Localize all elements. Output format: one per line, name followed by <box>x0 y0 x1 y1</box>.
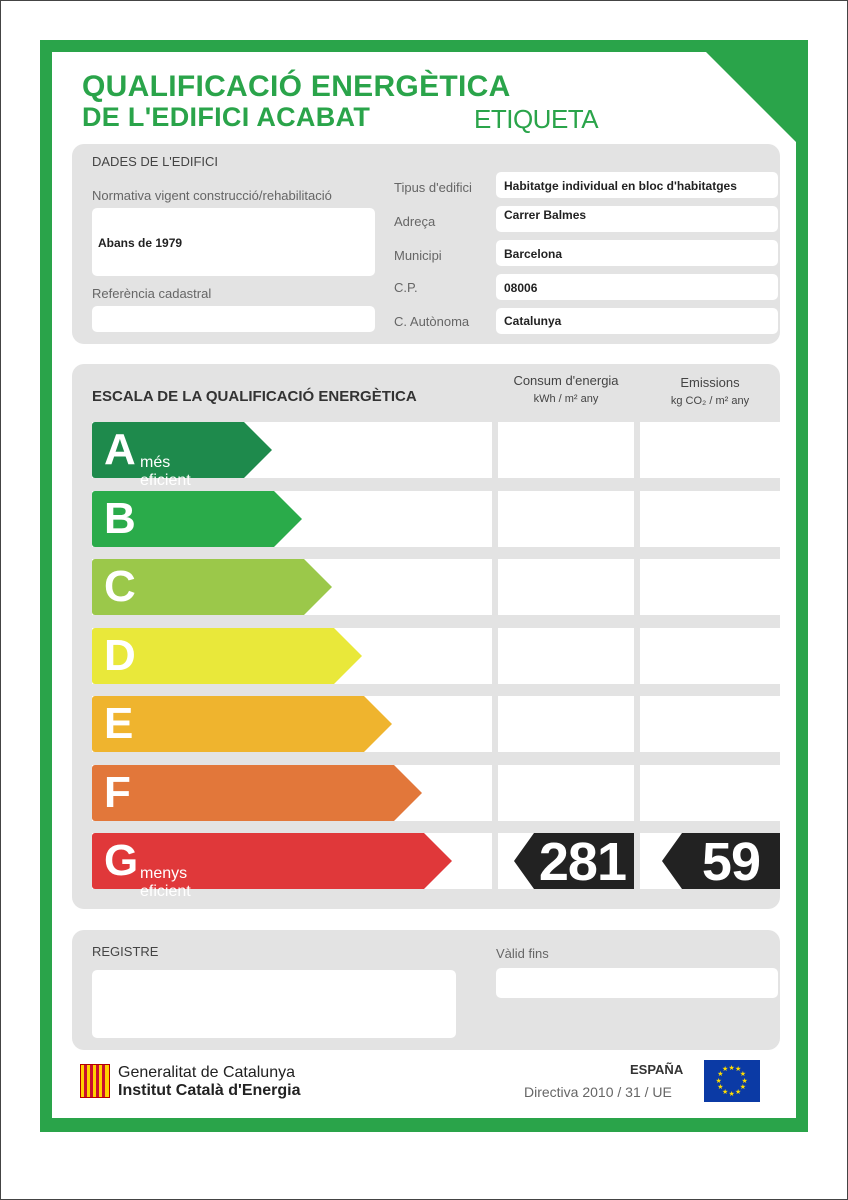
registre-box <box>92 970 456 1038</box>
corner-triangle <box>706 52 796 142</box>
emissions-cell <box>640 765 780 821</box>
label-frame <box>40 40 808 1132</box>
scale-title: ESCALA DE LA QUALIFICACIÓ ENERGÈTICA <box>92 388 417 405</box>
rating-caption: menys eficient <box>140 865 191 900</box>
org-line2: Institut Català d'Energia <box>118 1082 301 1099</box>
energy-column-unit: kWh / m² any <box>533 393 599 405</box>
field-value-municipi: Barcelona <box>504 247 563 261</box>
field-box-cp <box>496 274 778 300</box>
field-value-cp: 08006 <box>504 281 538 295</box>
emissions-column-header <box>640 374 780 410</box>
valid-box <box>496 968 778 998</box>
label-body <box>52 52 796 1118</box>
rating-row-d <box>92 628 780 684</box>
registre-label: REGISTRE <box>92 944 159 959</box>
emissions-cell <box>640 559 780 615</box>
rating-letter: B <box>104 493 136 543</box>
catalan-seal-icon <box>80 1064 110 1098</box>
field-label-autonoma: C. Autònoma <box>394 314 470 329</box>
field-box-tipus <box>496 172 778 198</box>
emissions-column-unit: kg CO₂ / m² any <box>670 395 750 407</box>
emissions-cell <box>640 696 780 752</box>
energy-consumption-value: 281 <box>538 832 626 892</box>
country-label: ESPAÑA <box>630 1062 684 1077</box>
building-data-panel <box>72 144 780 344</box>
field-value-autonoma: Catalunya <box>504 314 562 328</box>
energy-cell <box>498 696 634 752</box>
rating-row-a <box>92 422 780 489</box>
cadastral-label: Referència cadastral <box>92 286 212 301</box>
rating-letter: D <box>104 630 136 680</box>
rating-row-e <box>92 696 780 752</box>
rating-letter: G <box>104 836 139 885</box>
norm-label: Normativa vigent construcció/rehabilitació <box>92 188 332 203</box>
rating-letter: F <box>104 767 131 817</box>
emissions-cell <box>640 422 780 478</box>
field-value-tipus: Habitatge individual en bloc d'habitatges <box>504 179 737 193</box>
energy-cell <box>498 491 634 547</box>
rating-letter: C <box>104 562 136 611</box>
energy-column-title: Consum d'energia <box>513 373 619 388</box>
field-label-cp: C.P. <box>394 280 418 295</box>
etiqueta-label: ETIQUETA <box>474 104 599 134</box>
registry-panel <box>72 930 780 1050</box>
rating-row-c <box>92 559 780 615</box>
energy-cell <box>498 559 634 615</box>
valid-label: Vàlid fins <box>496 946 549 961</box>
norm-box <box>92 208 375 276</box>
directive-label: Directiva 2010 / 31 / UE <box>524 1084 672 1100</box>
rating-letter: E <box>104 699 134 748</box>
rating-row-g <box>92 832 780 900</box>
field-box-adreca <box>496 206 778 232</box>
eu-flag-icon: ★ ★ ★ ★ ★ ★ ★ ★ ★ ★ ★ ★ <box>704 1060 760 1102</box>
emissions-cell <box>640 491 780 547</box>
org-line1: Generalitat de Catalunya <box>118 1064 295 1081</box>
energy-cell <box>498 628 634 684</box>
emissions-value: 59 <box>701 832 760 892</box>
scale-panel <box>72 364 780 909</box>
rating-caption: més eficient <box>140 454 191 489</box>
field-label-municipi: Municipi <box>394 248 442 263</box>
building-section-title: DADES DE L'EDIFICI <box>92 154 219 169</box>
emissions-rating-badge <box>682 832 780 892</box>
rating-row-b <box>92 491 780 547</box>
emissions-cell <box>640 628 780 684</box>
title-line2: DE L'EDIFICI ACABAT <box>82 102 371 132</box>
cadastral-box <box>92 306 375 332</box>
energy-column-header <box>498 372 634 408</box>
rating-row-f <box>92 765 780 821</box>
energy-cell <box>498 765 634 821</box>
emissions-column-title: Emissions <box>680 375 740 390</box>
field-label-adreca: Adreça <box>394 214 436 229</box>
energy-rating-badge <box>534 832 634 892</box>
field-box-municipi <box>496 240 778 266</box>
title-line1: QUALIFICACIÓ ENERGÈTICA <box>82 70 511 103</box>
field-label-tipus: Tipus d'edifici <box>394 180 472 195</box>
field-value-adreca: Carrer Balmes <box>504 208 587 222</box>
rating-letter: A <box>104 425 136 474</box>
field-box-autonoma <box>496 308 778 334</box>
energy-cell <box>498 422 634 478</box>
norm-value: Abans de 1979 <box>98 236 183 250</box>
